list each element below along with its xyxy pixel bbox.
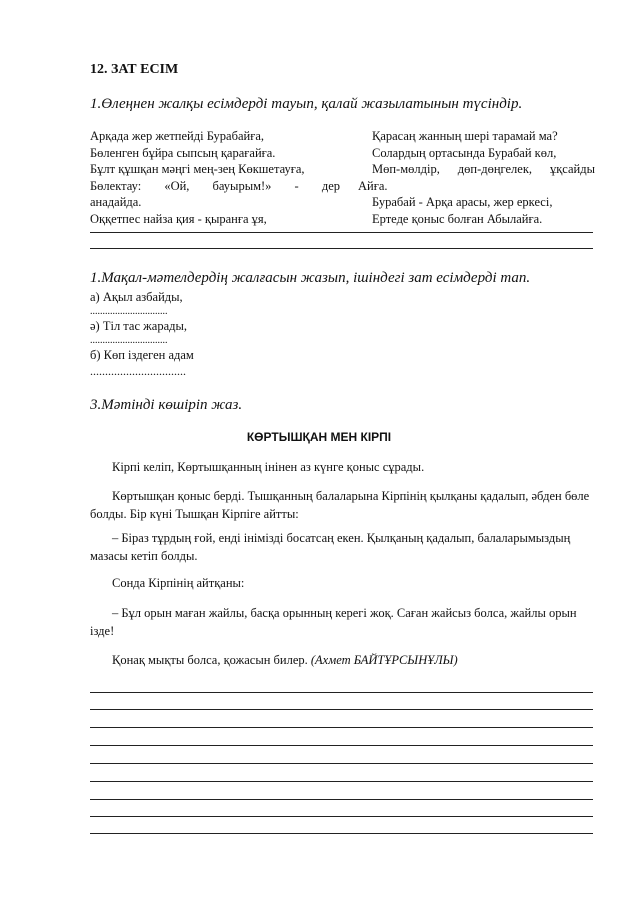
page-title: 12. ЗАТ ЕСІМ [90, 62, 179, 77]
story-paragraph: – Бұл орын маған жайлы, басқа орынның керегі жоқ. Саған жайсыз болса, жайлы орын ізде! [90, 606, 577, 638]
poem-line [90, 178, 340, 195]
answer-line[interactable] [90, 248, 593, 249]
story-paragraph: Көртышқан қоныс берді. Тышқанның балаларына Кірпінің қылқаны қадалып, әбден бөле болды. Бір күні Тышқан Кірпіге айтты: [90, 489, 590, 521]
answer-line[interactable] [90, 727, 593, 728]
story-title: КӨРТЫШҚАН МЕН КІРПІ [246, 430, 392, 444]
poem-line: Бұлт құшқан мәңгі мең-зең Көкшетауға, [90, 162, 305, 176]
story-paragraph [90, 651, 593, 669]
poem-word: бауырым!» [212, 178, 272, 193]
poem-line: анадайда. [90, 195, 142, 209]
proverb-text: б) Көп іздеген адам [90, 348, 194, 362]
poem-line [372, 161, 595, 178]
task-1-heading: 1.Өлеңнен жалқы есімдерді тауып, қалай жазылатынын түсіндір. [90, 96, 523, 112]
poem-word: - [294, 178, 299, 193]
answer-line[interactable] [90, 709, 593, 710]
answer-line[interactable] [90, 816, 593, 817]
poem-line: Оққетпес найза қия - қыранға ұя, [90, 211, 267, 226]
story-closing: Қонақ мықты болса, қожасын билер. [112, 653, 308, 667]
story-paragraph: Кірпі келіп, Көртышқанның інінен аз күнге қоныс сұрады. [112, 460, 425, 474]
poem-line: Айға. [358, 178, 388, 193]
proverb-blank[interactable]: ................................ [90, 364, 186, 378]
poem-word: дөп-дөңгелек, [457, 162, 533, 176]
story-paragraph: Сонда Кірпінің айтқаны: [112, 576, 245, 590]
proverb-blank[interactable]: ............................... [90, 335, 168, 346]
poem-line: Бурабай - Арқа арасы, жер еркесі, [372, 195, 553, 209]
poem-line: Ертеде қоныс болған Абылайға. [372, 211, 543, 226]
answer-line[interactable] [90, 799, 593, 800]
poem-left-column [90, 128, 340, 227]
story-paragraph: – Біраз тұрдың ғой, енді інімізді босатсаң екен. Қылқаның қадалып, балаларымыздың мазасы кетіп болды. [90, 531, 571, 563]
answer-line[interactable] [90, 781, 593, 782]
answer-line[interactable] [90, 833, 593, 834]
answer-line[interactable] [90, 232, 593, 233]
poem-word: ұқсайды [549, 162, 595, 176]
poem-line: Қарасаң жанның шері тарамай ма? [372, 129, 558, 143]
poem-word: Бөлектау: [90, 178, 142, 193]
poem-word: «Ой, [164, 178, 190, 193]
poem-line: Солардың ортасында Бурабай көл, [372, 145, 557, 160]
task-3-heading: 3.Мәтінді көшіріп жаз. [90, 397, 243, 413]
task-2-heading: 1.Мақал-мәтелдердің жалғасын жазып, ішіндегі зат есімдерді тап. [90, 270, 531, 286]
poem-right-column [358, 128, 595, 227]
proverb-text: а) Ақыл азбайды, [90, 290, 183, 304]
poem-word: дер [321, 178, 340, 193]
proverb-text: ә) Тіл тас жарады, [90, 319, 188, 333]
poem-line: Бөленген бұйра сыпсың қарағайға. [90, 145, 276, 160]
author-attribution: (Ахмет БАЙТҰРСЫНҰЛЫ) [310, 653, 458, 667]
proverb-blank[interactable]: ............................... [90, 306, 168, 317]
answer-line[interactable] [90, 763, 593, 764]
answer-line[interactable] [90, 692, 593, 693]
poem-line: Арқада жер жетпейді Бурабайға, [90, 129, 265, 143]
poem-word: Мөп-мөлдір, [372, 162, 440, 176]
answer-line[interactable] [90, 745, 593, 746]
